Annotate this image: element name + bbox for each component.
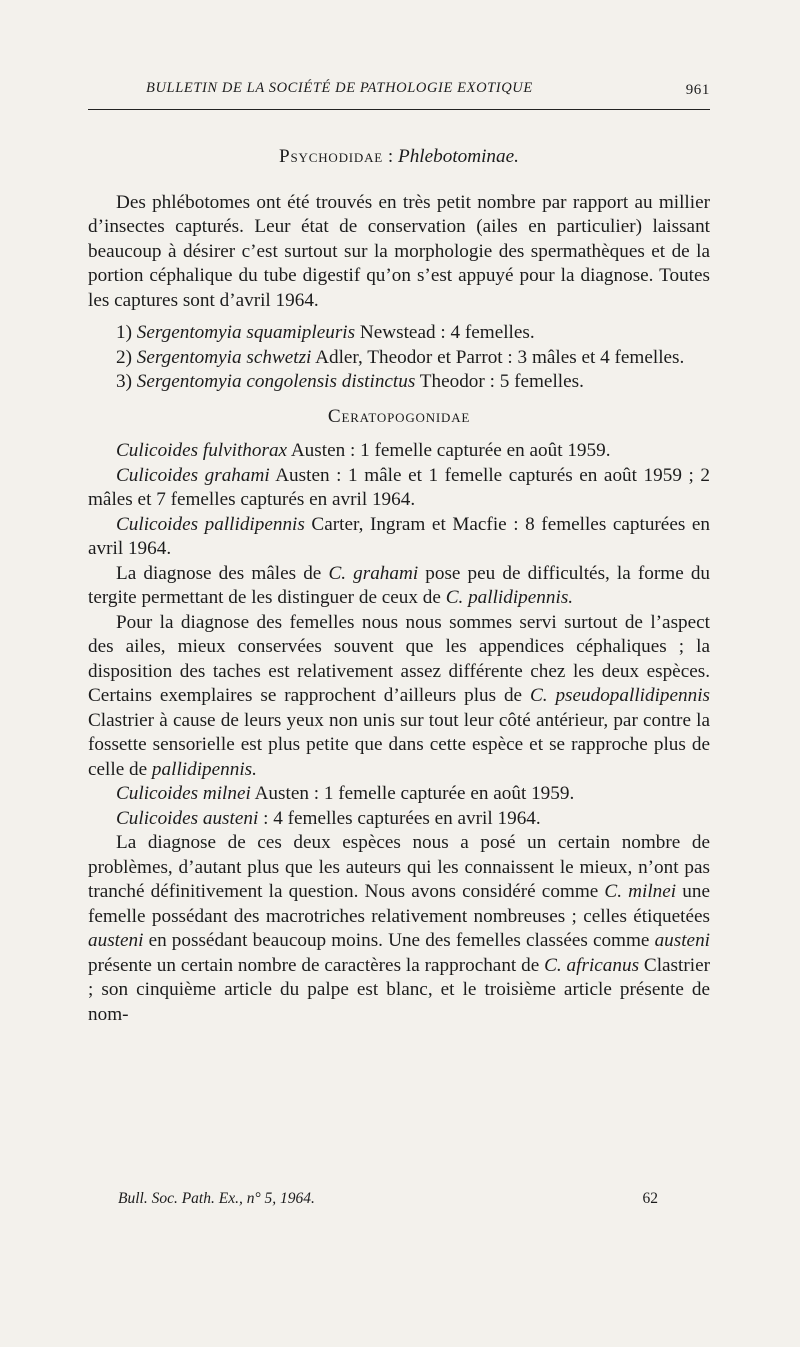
paragraph-femelles-diagnose: Pour la diagnose des femelles nous nous sommes servi surtout de l’aspect des ailes, mieux conservées souvent que les appendices céphaliques ; la disposition des taches est relativement assez différente chez les deux espèces. Certains exemplaires se rapprochent d’ailleurs plus de C. pseudopallidipennis Clastrier à cause de leurs yeux non unis sur tout leur côté antérieur, par contre la fossette sensorielle est plus petite que dans cette espèce et se rapproche plus de celle de pallidipennis. (88, 611, 711, 780)
species-entry-grahami: Culicoides grahami Austen : 1 mâle et 1 femelle capturés en août 1959 ; 2 mâles et 7 femelles capturés en avril 1964. (88, 464, 710, 510)
species-entry-austeni: Culicoides austeni : 4 femelles capturées en avril 1964. (116, 807, 541, 829)
paragraph-phlebotomes: Des phlébotomes ont été trouvés en très petit nombre par rapport au millier d’insectes capturés. Leur état de conservation (ailes en particulier) laissant beaucoup à désirer c’est surtout sur la morphologie des spermathèques et de la portion céphalique du tube digestif qu’on s’est appuyé pour la diagnose. Toutes les captures sont d’avril 1964. (88, 191, 710, 311)
paragraph-final-discussion: La diagnose de ces deux espèces nous a posé un certain nombre de problèmes, d’autant plus que les auteurs qui les connaissent le mieux, n’ont pas tranché définitivement la question. Nous avons considéré comme C. milnei une femelle possédant des macrotriches relativement nombreuses ; celles étiquetées austeni en possédant beaucoup moins. Une des femelles classées comme austeni présente un certain nombre de caractères la rapprochant de C. africanus Clastrier ; son cinquième article du palpe est blanc, et le troisième article présente de nom- (88, 832, 710, 1025)
species-entry-milnei: Culicoides milnei Austen : 1 femelle capturée en août 1959. (116, 783, 575, 804)
article-body (88, 145, 710, 1027)
list-item-phlebo-2: 2) Sergentomyia schwetzi Adler, Theodor et Parrot : 3 mâles et 4 femelles. (116, 346, 685, 368)
species-entry-fulvithorax: Culicoides fulvithorax Austen : 1 femelle capturée en août 1959. (116, 440, 611, 461)
page-footer (118, 1190, 658, 1208)
list-item-phlebo-1: 1) Sergentomyia squamipleuris Newstead : 4 femelles. (116, 322, 535, 343)
paragraph-grahami-diagnose: La diagnose des mâles de C. grahami pose peu de difficultés, la forme du tergite permettant de les distinguer de ceux de C. pallidipennis. (88, 562, 711, 608)
section-title-psychodidae: Psychodidae : Phlebotominae. (279, 146, 519, 167)
journal-reference: Bull. Soc. Path. Ex., n° 5, 1964. (118, 1190, 315, 1207)
section-title-ceratopogonidae: Ceratopogonidae (327, 405, 471, 427)
page-number: 961 (685, 82, 710, 98)
signature-mark: 62 (642, 1190, 658, 1207)
list-item-phlebo-3: 3) Sergentomyia congolensis distinctus Theodor : 5 femelles. (116, 371, 584, 392)
running-title: BULLETIN DE LA SOCIÉTÉ DE PATHOLOGIE EXOTIQUE (146, 80, 533, 96)
species-entry-pallidipennis: Culicoides pallidipennis Carter, Ingram et Macfie : 8 femelles capturées en avril 1964. (88, 513, 710, 559)
header-rule (88, 109, 710, 110)
